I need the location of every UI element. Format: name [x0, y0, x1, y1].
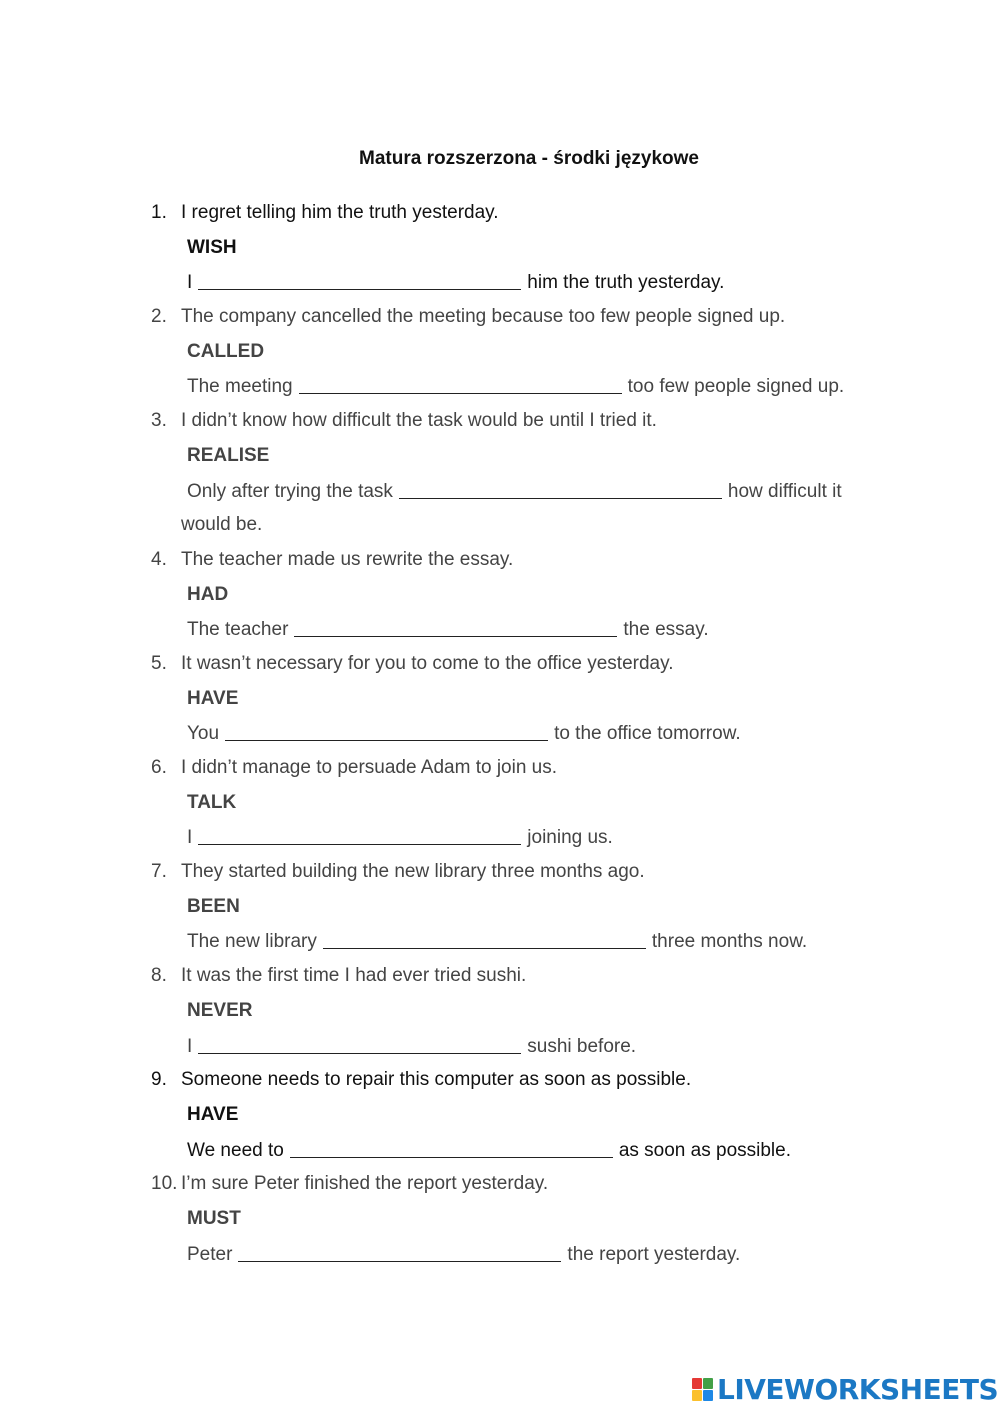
- answer-blank[interactable]: [299, 374, 622, 394]
- keyword: REALISE: [187, 444, 270, 466]
- answer-blank[interactable]: [225, 721, 548, 741]
- answer-before: You: [187, 723, 220, 745]
- answer-sentence: [187, 1032, 636, 1061]
- exercise-item: [0, 303, 999, 407]
- original-sentence: They started building the new library three months ago.: [181, 861, 645, 883]
- item-number: 4.: [151, 548, 167, 570]
- exercise-item: [0, 546, 999, 650]
- answer-blank[interactable]: [238, 1242, 561, 1262]
- liveworksheets-logo-icon: [692, 1378, 713, 1401]
- exercise-item: [0, 962, 999, 1066]
- answer-after: too few people signed up.: [627, 376, 845, 398]
- answer-after: as soon as possible.: [618, 1139, 791, 1161]
- answer-before: We need to: [187, 1139, 284, 1161]
- item-number: 2.: [151, 306, 167, 328]
- exercise-item: [0, 754, 999, 858]
- answer-blank[interactable]: [198, 270, 521, 290]
- answer-after: joining us.: [527, 827, 613, 849]
- exercise-item: [0, 858, 999, 962]
- answer-blank[interactable]: [323, 929, 646, 949]
- exercise-list: [0, 199, 999, 1274]
- answer-before: I: [187, 272, 193, 294]
- keyword: NEVER: [187, 999, 253, 1021]
- answer-after: to the office tomorrow.: [554, 723, 741, 745]
- answer-blank[interactable]: [198, 825, 521, 845]
- keyword: WISH: [187, 236, 237, 258]
- keyword: CALLED: [187, 340, 265, 362]
- exercise-item: [0, 650, 999, 754]
- answer-sentence: [187, 823, 613, 852]
- original-sentence: Someone needs to repair this computer as soon as possible.: [181, 1069, 692, 1091]
- exercise-item: [0, 407, 999, 546]
- answer-before: I: [187, 1035, 193, 1057]
- answer-sentence: [187, 268, 724, 297]
- exercise-item: [0, 1170, 999, 1274]
- answer-sentence: [187, 372, 844, 401]
- answer-before: Only after trying the task: [187, 480, 393, 502]
- answer-before: The new library: [187, 931, 317, 953]
- item-number: 1.: [151, 202, 167, 223]
- original-sentence: I’m sure Peter finished the report yesterday.: [181, 1173, 549, 1195]
- answer-blank[interactable]: [198, 1034, 521, 1054]
- answer-after: the report yesterday.: [567, 1243, 741, 1265]
- answer-blank[interactable]: [399, 479, 722, 499]
- item-number: 6.: [151, 757, 167, 778]
- answer-continuation: would be.: [181, 514, 263, 536]
- keyword: TALK: [187, 791, 237, 813]
- answer-before: Peter: [187, 1243, 233, 1265]
- answer-blank[interactable]: [294, 617, 617, 637]
- answer-after: three months now.: [651, 931, 808, 953]
- keyword: HAVE: [187, 1103, 239, 1125]
- answer-blank[interactable]: [290, 1138, 613, 1158]
- keyword: HAVE: [187, 687, 239, 709]
- answer-sentence: [187, 927, 807, 956]
- original-sentence: It wasn’t necessary for you to come to the office yesterday.: [181, 652, 674, 674]
- answer-after: the essay.: [623, 619, 709, 641]
- original-sentence: The company cancelled the meeting because too few people signed up.: [181, 306, 786, 328]
- item-number: 10.: [151, 1173, 178, 1195]
- original-sentence: I didn’t manage to persuade Adam to join us.: [181, 757, 558, 778]
- exercise-item: [0, 1066, 999, 1170]
- answer-after: sushi before.: [527, 1035, 637, 1057]
- answer-before: I: [187, 827, 193, 849]
- original-sentence: It was the first time I had ever tried sushi.: [181, 965, 527, 987]
- answer-sentence: [187, 1136, 791, 1165]
- keyword: MUST: [187, 1207, 241, 1229]
- exercise-item: [0, 199, 999, 303]
- answer-after: how difficult it: [727, 480, 842, 502]
- original-sentence: I didn’t know how difficult the task would be until I tried it.: [181, 410, 657, 432]
- original-sentence: The teacher made us rewrite the essay.: [181, 548, 514, 570]
- original-sentence: I regret telling him the truth yesterday.: [181, 202, 499, 223]
- answer-sentence: [187, 477, 842, 506]
- keyword: HAD: [187, 583, 229, 605]
- answer-before: The meeting: [187, 376, 293, 398]
- answer-sentence: [187, 615, 709, 644]
- item-number: 3.: [151, 410, 167, 432]
- item-number: 9.: [151, 1069, 167, 1091]
- answer-sentence: [187, 1240, 740, 1269]
- liveworksheets-logo: [692, 1374, 998, 1404]
- logo-text: LIVEWORKSHEETS: [717, 1372, 999, 1406]
- answer-sentence: [187, 719, 741, 748]
- answer-before: The teacher: [187, 619, 289, 641]
- page-title: Matura rozszerzona - środki językowe: [359, 148, 699, 169]
- item-number: 7.: [151, 861, 167, 883]
- answer-after: him the truth yesterday.: [527, 272, 725, 294]
- item-number: 8.: [151, 965, 167, 987]
- keyword: BEEN: [187, 895, 240, 917]
- item-number: 5.: [151, 652, 167, 674]
